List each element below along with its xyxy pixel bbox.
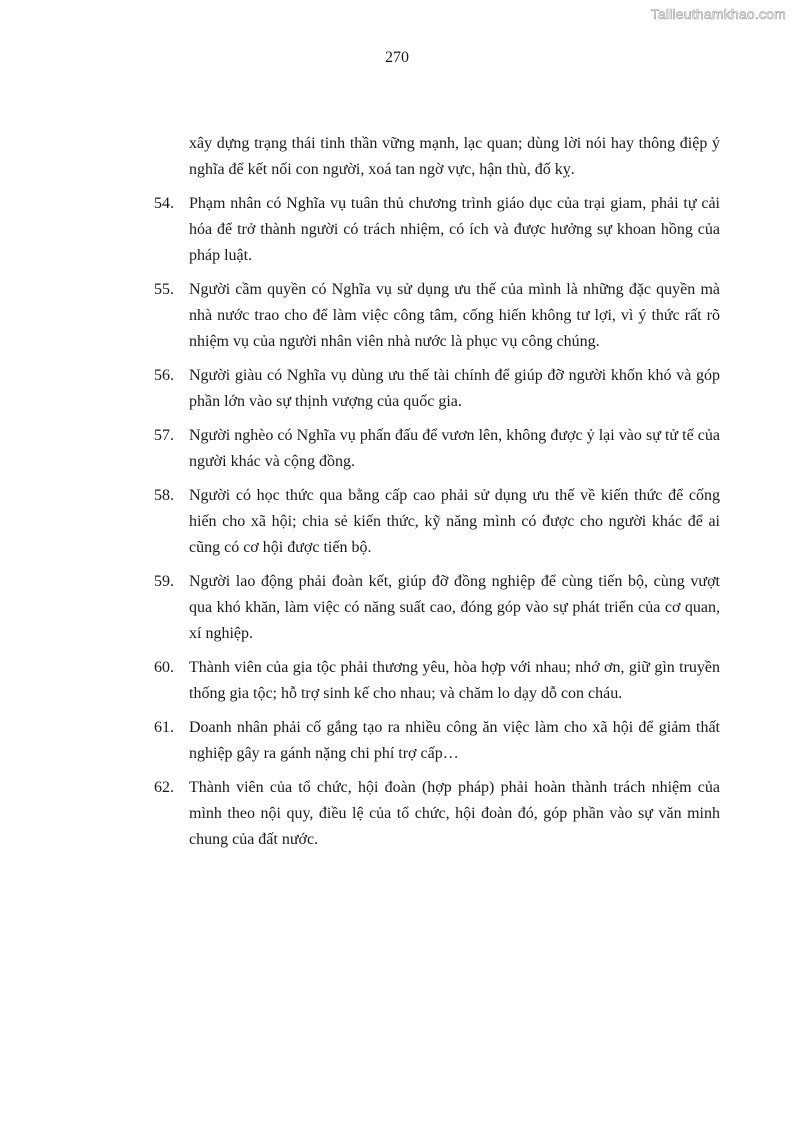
list-item	[154, 775, 720, 853]
continuation-paragraph: xây dựng trạng thái tinh thần vững mạnh, lạc quan; dùng lời nói hay thông điệp ý nghĩa để kết nối con người, xoá tan ngờ vực, hận thù, đố kỵ.	[189, 135, 720, 178]
list-item	[154, 715, 720, 767]
list-item	[154, 483, 720, 561]
item-text: Người nghèo có Nghĩa vụ phấn đấu để vươn lên, không được ỷ lại vào sự tử tế của người khác và cộng đồng.	[189, 427, 720, 470]
list-item	[154, 569, 720, 647]
item-text: Phạm nhân có Nghĩa vụ tuân thủ chương trình giáo dục của trại giam, phải tự cải hóa để trở thành người có trách nhiệm, có ích và được hưởng sự khoan hồng của pháp luật.	[189, 195, 720, 264]
item-number: 58.	[154, 487, 174, 504]
item-text: Thành viên của tổ chức, hội đoàn (hợp pháp) phải hoàn thành trách nhiệm của mình theo nội quy, điều lệ của tổ chức, hội đoàn đó, góp phần vào sự văn minh chung của đất nước.	[189, 779, 720, 848]
list-item	[154, 277, 720, 355]
item-text: Người giàu có Nghĩa vụ dùng ưu thế tài chính để giúp đỡ người khốn khó và góp phần lớn vào sự thịnh vượng của quốc gia.	[189, 367, 720, 410]
list-item	[154, 191, 720, 269]
item-number: 61.	[154, 719, 174, 736]
list-item	[154, 423, 720, 475]
item-number: 55.	[154, 281, 174, 298]
list-item	[154, 363, 720, 415]
item-number: 60.	[154, 659, 174, 676]
list-item	[154, 655, 720, 707]
watermark: Tailieuthamkhao.com	[650, 6, 786, 22]
item-number: 56.	[154, 367, 174, 384]
item-number: 59.	[154, 573, 174, 590]
numbered-list	[154, 191, 720, 853]
page-number: 270	[385, 49, 409, 66]
item-text: Người có học thức qua bằng cấp cao phải sử dụng ưu thế về kiến thức để cống hiến cho xã hội; chia sẻ kiến thức, kỹ năng mình có được cho người khác để ai cũng có cơ hội được tiến bộ.	[189, 487, 720, 556]
document-body	[154, 131, 720, 861]
item-text: Người cầm quyền có Nghĩa vụ sử dụng ưu thế của mình là những đặc quyền mà nhà nước trao cho để làm việc công tâm, cống hiến không tư lợi, vì ý thức rất rõ nhiệm vụ của người nhân viên nhà nước là phục vụ công chúng.	[189, 281, 720, 350]
item-text: Người lao động phải đoàn kết, giúp đỡ đồng nghiệp để cùng tiến bộ, cùng vượt qua khó khăn, làm việc có năng suất cao, đóng góp vào sự phát triển của cơ quan, xí nghiệp.	[189, 573, 720, 642]
item-text: Doanh nhân phải cố gắng tạo ra nhiều công ăn việc làm cho xã hội để giảm thất nghiệp gây ra gánh nặng chi phí trợ cấp…	[189, 719, 720, 762]
item-number: 62.	[154, 779, 174, 796]
item-number: 57.	[154, 427, 174, 444]
item-text: Thành viên của gia tộc phải thương yêu, hòa hợp với nhau; nhớ ơn, giữ gìn truyền thống gia tộc; hỗ trợ sinh kế cho nhau; và chăm lo dạy dỗ con cháu.	[189, 659, 720, 702]
item-number: 54.	[154, 195, 174, 212]
